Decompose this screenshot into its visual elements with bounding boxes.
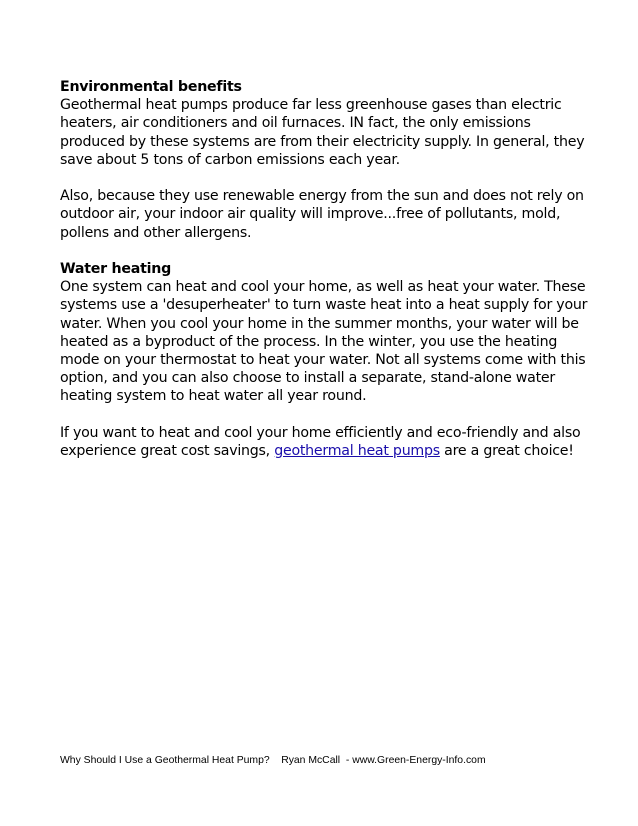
paragraph-spacer <box>60 169 590 187</box>
water-heating-heading: Water heating <box>60 261 172 277</box>
closing-paragraph <box>60 424 590 460</box>
geothermal-heat-pumps-link[interactable]: geothermal heat pumps <box>274 443 440 460</box>
environmental-paragraph-2: Also, because they use renewable energy from the sun and does not rely on outdoor air, your indoor air quality will improve...free of pollutants, mold, pollens and other allergens. <box>60 188 584 241</box>
article-body <box>60 78 590 460</box>
paragraph-spacer <box>60 242 590 260</box>
page-footer: Why Should I Use a Geothermal Heat Pump? Ryan McCall - www.Green-Energy-Info.com <box>60 755 486 766</box>
closing-text-after-link: are a great choice! <box>439 443 574 460</box>
environmental-benefits-heading: Environmental benefits <box>60 79 242 95</box>
paragraph-spacer <box>60 406 590 424</box>
water-heating-paragraph: One system can heat and cool your home, as well as heat your water. These systems use a 'desuperheater' to turn waste heat into a heat supply for your water. When you cool your home in the summer months, your water will be heated as a byproduct of the process. In the winter, you use the heating mode on your thermostat to heat your water. Not all systems come with this option, and you can also choose to install a separate, stand-alone water heating system to heat water all year round. <box>60 279 588 405</box>
closing-text-before-link: If you want to heat and cool your home efficiently and eco-friendly and also experience great cost savings, <box>60 424 581 460</box>
environmental-paragraph-1: Geothermal heat pumps produce far less greenhouse gases than electric heaters, air conditioners and oil furnaces. IN fact, the only emissions produced by these systems are from their electricity supply. In general, they save about 5 tons of carbon emissions each year. <box>60 97 585 168</box>
